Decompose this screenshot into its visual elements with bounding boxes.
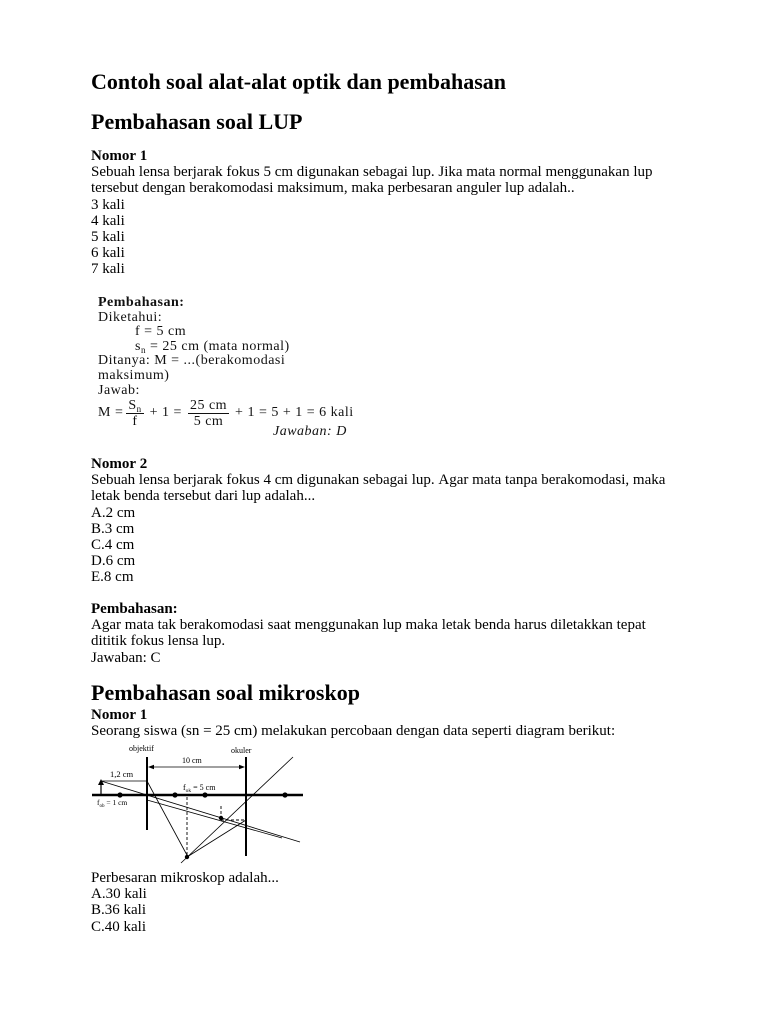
lens-distance-arrowhead-right [239,765,245,769]
focal-value: = 1 cm [104,798,128,807]
lup-q1-solution-image [98,296,360,446]
formula-lhs: M = [98,405,124,421]
option-item: B.3 cm [91,520,135,537]
option-item: 7 kali [91,261,125,278]
lup-q2-solution [91,601,675,666]
option-item: C.40 kali [91,918,146,935]
solution-answer: Jawaban: C [91,649,161,666]
known-focal-length: f = 5 cm [135,324,187,340]
microscope-diagram [85,740,315,870]
solution-text: Agar mata tak berakomodasi saat menggunakan lup maka letak benda harus diletakkan tepat dititik fokus lensa lup. [91,617,646,650]
sn-symbol: s [135,338,141,354]
focal-symbol: f [97,798,100,807]
formula-middle: + 1 = [149,405,182,421]
option-item: 5 kali [91,229,125,246]
solution-heading: Pembahasan: [91,601,178,617]
lup-question-2 [91,456,675,586]
final-answer: Jawaban: D [273,424,347,439]
question-number: Nomor 2 [91,456,148,472]
solution-heading: Pembahasan: [98,295,185,310]
formula-fraction-symbolic [126,399,143,428]
question-prompt: Perbesaran mikroskop adalah... [91,870,279,886]
ray-ocular-diagonal [181,757,293,863]
sn-subscript: n [140,344,146,355]
option-item: A.2 cm [91,504,136,521]
ocular-focal-label [183,783,216,794]
lup-section-heading: Pembahasan soal LUP [91,109,303,134]
ray-to-ocular [187,820,246,857]
object-height-label: 1,2 cm [110,769,134,779]
microscope-section-heading: Pembahasan soal mikroskop [91,680,360,705]
lens-distance-label: 10 cm [182,756,202,765]
focal-value: = 5 cm [191,783,216,792]
focal-point-objective [117,792,122,797]
fraction-denominator: 5 cm [193,414,224,429]
microscope-question-options [91,870,675,935]
fraction-denominator: f [132,414,138,429]
focal-subscript: ob [99,804,105,809]
fraction-numerator: 25 cm [189,398,228,413]
secondary-image-point [219,816,223,820]
option-item: 3 kali [91,196,125,213]
document-title: Contoh soal alat-alat optik dan pembahasan [91,69,507,94]
option-item: B.36 kali [91,902,146,919]
image-point [185,855,189,859]
focal-subscript: ok [185,788,192,794]
objective-focal-label [97,798,127,809]
question-text: Seorang siswa (sn = 25 cm) melakukan percobaan dengan data seperti diagram berikut: [91,723,616,740]
focal-point [282,792,287,797]
focal-point [172,792,177,797]
option-item: 4 kali [91,212,125,229]
ocular-label: okuler [231,746,252,755]
lens-distance-arrowhead-left [148,765,154,769]
microscope-question-1 [91,707,675,739]
option-item: D.6 cm [91,553,136,570]
asked-line: Ditanya: M = ...(berakomodasi [98,353,286,369]
answer-label: Jawab: [98,382,140,398]
known-label: Diketahui: [98,309,163,325]
option-item: A.30 kali [91,886,147,903]
asked-line-continued: maksimum) [98,367,170,383]
formula-result: + 1 = 5 + 1 = 6 kali [235,405,354,421]
numerator-symbol: S [128,398,137,413]
focal-point-ocular [202,792,207,797]
option-item: 6 kali [91,245,125,262]
numerator-subscript: n [136,404,142,414]
formula-fraction-numeric [188,399,229,428]
fraction-numerator [126,399,143,414]
question-number: Nomor 1 [91,707,148,723]
question-text: Sebuah lensa berjarak fokus 4 cm digunakan sebagai lup. Agar mata tanpa berakomodasi, maka letak benda tersebut dari lup adalah... [91,472,666,505]
lup-question-1 [91,148,675,278]
question-number: Nomor 1 [91,148,148,164]
sn-value: = 25 cm (mata normal) [145,338,290,354]
objective-label: objektif [129,744,154,753]
ray-refracted [147,781,188,857]
known-near-point [98,340,360,355]
option-item: E.8 cm [91,569,134,586]
focal-symbol: f [183,783,186,792]
option-item: C.4 cm [91,537,135,554]
question-text: Sebuah lensa berjarak fokus 5 cm digunakan sebagai lup. Jika mata normal menggunakan lup tersebut dengan berakomodasi maksimum, maka perbesaran anguler lup adalah.. [91,164,653,197]
